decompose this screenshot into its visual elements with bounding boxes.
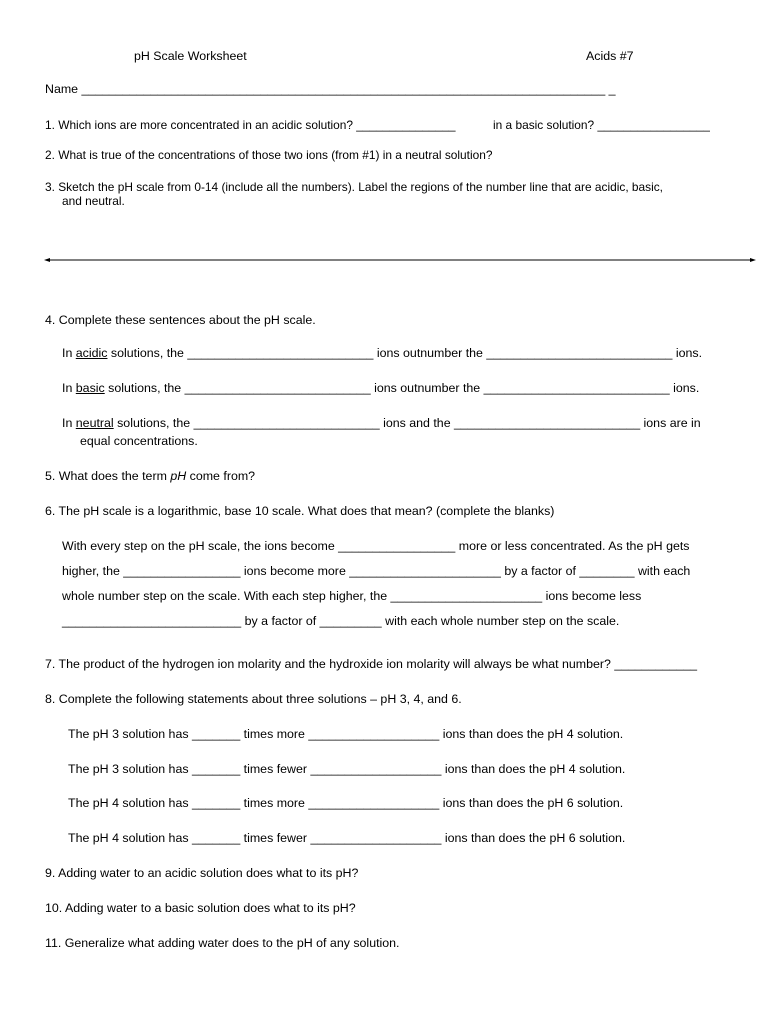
question-2: 2. What is true of the concentrations of those two ions (from #1) in a neutral solution? bbox=[45, 148, 493, 162]
question-4-basic: In basic solutions, the ___________________________ ions outnumber the ___________________________ ions. bbox=[62, 381, 700, 395]
question-1-basic: in a basic solution? _________________ bbox=[493, 118, 710, 132]
neutral-word: neutral bbox=[75, 416, 114, 430]
question-4-acidic: In acidic solutions, the ___________________________ ions outnumber the ___________________________ ions. bbox=[62, 346, 703, 360]
question-6-line-4: __________________________ by a factor of _________ with each whole number step on the scale. bbox=[62, 614, 620, 628]
worksheet-title: pH Scale Worksheet bbox=[134, 49, 247, 63]
unit-label: Acids #7 bbox=[586, 49, 634, 63]
question-5: 5. What does the term pH come from? bbox=[45, 469, 256, 483]
question-1: 1. Which ions are more concentrated in an acidic solution? _______________ bbox=[45, 118, 456, 132]
ph-number-line bbox=[44, 258, 756, 262]
question-3-line-2: and neutral. bbox=[62, 194, 125, 208]
question-8-prompt: 8. Complete the following statements about three solutions – pH 3, 4, and 6. bbox=[45, 692, 462, 706]
name-field-line: Name ____________________________________________________________________________ _ bbox=[45, 82, 616, 96]
question-6-prompt: 6. The pH scale is a logarithmic, base 10 scale. What does that mean? (complete the blanks) bbox=[45, 504, 555, 518]
question-9: 9. Adding water to an acidic solution does what to its pH? bbox=[45, 866, 359, 880]
acidic-word: acidic bbox=[75, 346, 108, 360]
basic-word: basic bbox=[75, 381, 105, 395]
question-10: 10. Adding water to a basic solution does what to its pH? bbox=[45, 901, 356, 915]
question-8-item: The pH 3 solution has _______ times more ___________________ ions than does the pH 4 solution. bbox=[68, 727, 624, 741]
question-8-item: The pH 4 solution has _______ times fewer ___________________ ions than does the pH 6 solution. bbox=[68, 831, 626, 845]
question-6-line-1: With every step on the pH scale, the ions become _________________ more or less concentrated. As the pH gets bbox=[62, 539, 690, 553]
question-7: 7. The product of the hydrogen ion molarity and the hydroxide ion molarity will always be what number? ____________ bbox=[45, 657, 698, 671]
question-4-prompt: 4. Complete these sentences about the pH scale. bbox=[45, 313, 316, 327]
question-11: 11. Generalize what adding water does to the pH of any solution. bbox=[45, 936, 400, 950]
ph-term: pH bbox=[170, 469, 187, 483]
question-8-item: The pH 3 solution has _______ times fewer ___________________ ions than does the pH 4 solution. bbox=[68, 762, 626, 776]
question-4-neutral-line-2: equal concentrations. bbox=[80, 434, 198, 448]
question-6-line-3: whole number step on the scale. With each step higher, the ______________________ ions become less bbox=[62, 589, 642, 603]
question-8-item: The pH 4 solution has _______ times more ___________________ ions than does the pH 6 solution. bbox=[68, 796, 624, 810]
question-4-neutral: In neutral solutions, the ___________________________ ions and the ___________________________ ions are in bbox=[62, 416, 701, 430]
question-3-line-1: 3. Sketch the pH scale from 0-14 (include all the numbers). Label the regions of the number line that are acidic, basic, bbox=[45, 180, 663, 194]
question-6-line-2: higher, the _________________ ions become more ______________________ by a factor of ________ with each bbox=[62, 564, 691, 578]
